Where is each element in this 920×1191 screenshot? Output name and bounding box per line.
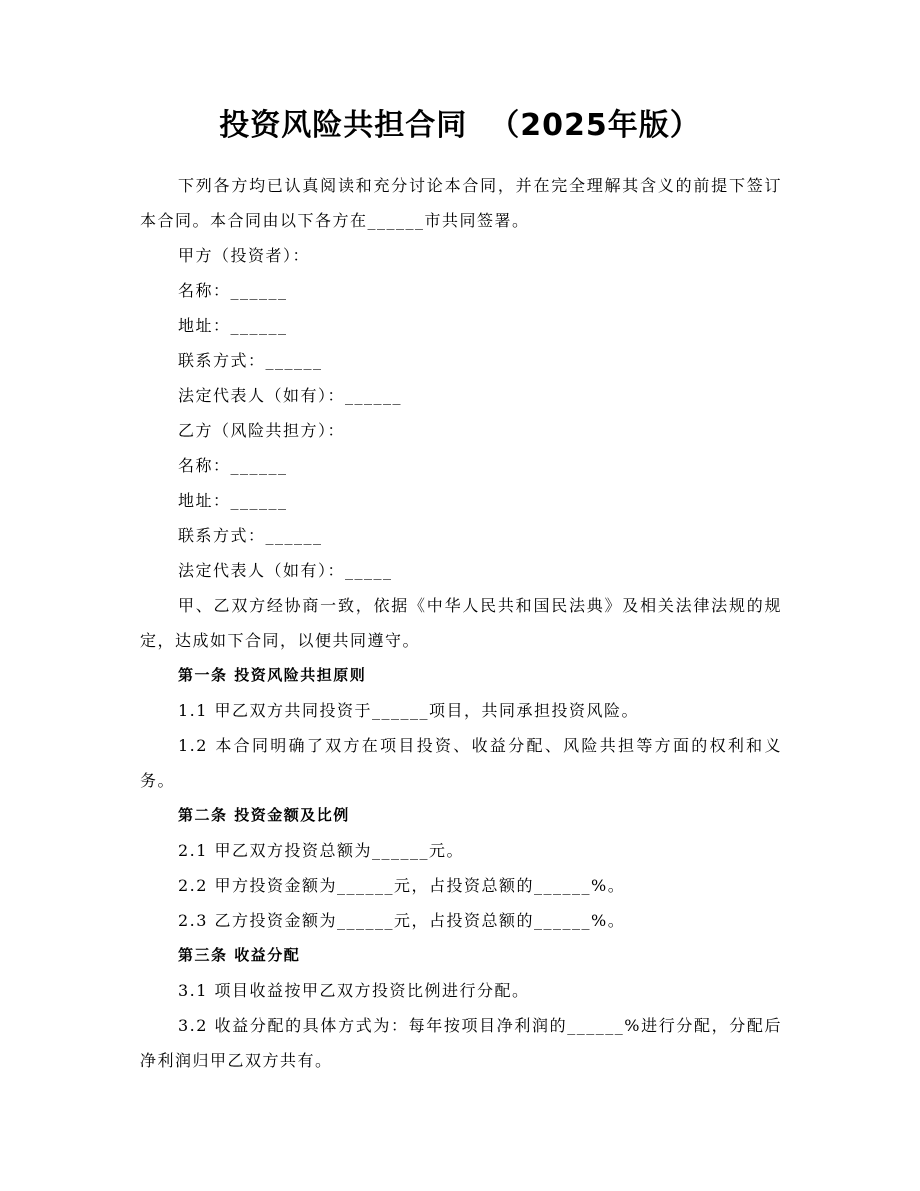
paragraph: 3.1 项目收益按甲乙双方投资比例进行分配。 [178,981,530,1000]
paragraph: 法定代表人（如有）：_____ [178,561,393,580]
paragraph: 法定代表人（如有）：______ [178,386,403,405]
paragraph: 2.2 甲方投资金额为______元，占投资总额的______%。 [178,876,626,895]
paragraph: 名称：______ [178,456,288,475]
title-edition: （2025年版） [489,108,701,143]
paragraph: 下列各方均已认真阅读和充分讨论本合同，并在完全理解其含义的前提下签订本合同。本合同由以下各方在______市共同签署。 [140,176,782,230]
paragraph: 甲方（投资者）： [178,246,311,265]
paragraph: 1.1 甲乙双方共同投资于______项目，共同承担投资风险。 [178,701,640,720]
article-heading: 第二条 投资金额及比例 [178,806,350,824]
paragraph: 2.1 甲乙双方投资总额为______元。 [178,841,465,860]
paragraph: 联系方式：______ [178,351,323,370]
paragraph: 1.2 本合同明确了双方在项目投资、收益分配、风险共担等方面的权利和义务。 [140,736,782,790]
paragraph: 乙方（风险共担方）： [178,421,346,440]
title-main: 投资风险共担合同 [219,108,468,143]
article-heading: 第三条 收益分配 [178,946,301,964]
paragraph: 3.2 收益分配的具体方式为：每年按项目净利润的______%进行分配，分配后净利润归甲乙双方共有。 [140,1016,782,1070]
paragraph: 地址：______ [178,316,288,335]
document-title [0,104,920,148]
article-heading: 第一条 投资风险共担原则 [178,666,367,684]
paragraph: 2.3 乙方投资金额为______元，占投资总额的______%。 [178,911,626,930]
paragraph: 联系方式：______ [178,526,323,545]
paragraph: 甲、乙双方经协商一致，依据《中华人民共和国民法典》及相关法律法规的规定，达成如下合同，以便共同遵守。 [140,596,782,650]
paragraph: 地址：______ [178,491,288,510]
paragraph: 名称：______ [178,281,288,300]
document-body [140,168,782,1078]
